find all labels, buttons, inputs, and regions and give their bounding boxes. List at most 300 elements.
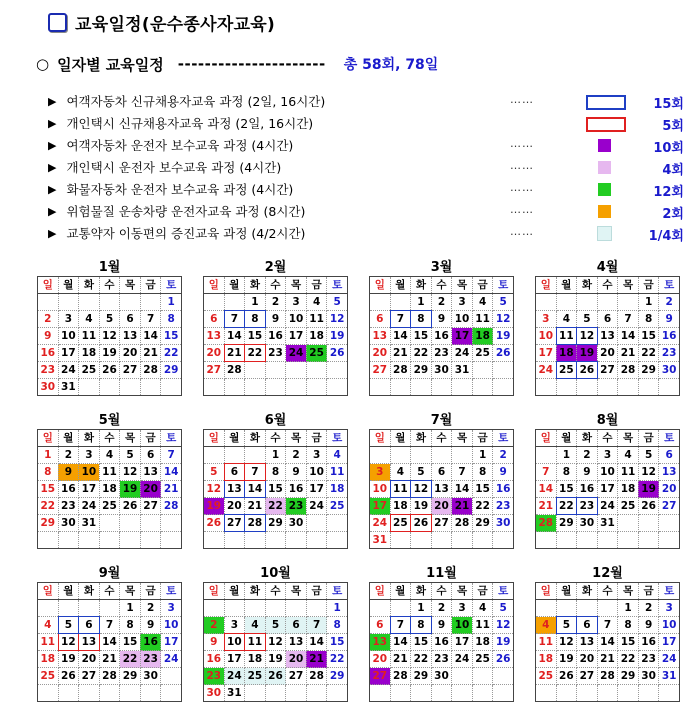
day-cell: 1 <box>411 294 432 311</box>
day-cell: 2 <box>286 447 307 464</box>
day-cell: 12 <box>556 634 577 651</box>
empty-cell <box>452 379 473 396</box>
day-cell: 22 <box>556 498 577 515</box>
day-cell: 17 <box>79 481 100 498</box>
weekday-header: 일 <box>370 430 391 447</box>
weekday-header: 토 <box>493 430 514 447</box>
empty-cell <box>556 532 577 549</box>
day-cell: 13 <box>577 634 598 651</box>
empty-cell <box>306 515 327 532</box>
day-cell: 2 <box>204 617 225 634</box>
empty-cell <box>431 532 452 549</box>
triangle-bullet-icon: ▶ <box>48 160 57 174</box>
day-cell: 12 <box>120 464 141 481</box>
empty-cell <box>38 685 59 702</box>
day-cell: 13 <box>659 464 680 481</box>
day-cell: 13 <box>370 634 391 651</box>
day-cell: 20 <box>597 345 618 362</box>
weekday-header: 금 <box>306 583 327 600</box>
day-cell: 26 <box>493 651 514 668</box>
day-cell: 12 <box>327 311 348 328</box>
empty-cell <box>618 532 639 549</box>
day-cell: 24 <box>224 668 245 685</box>
day-cell: 21 <box>390 651 411 668</box>
day-cell: 29 <box>472 515 493 532</box>
day-cell: 2 <box>140 600 161 617</box>
empty-cell <box>472 685 493 702</box>
empty-cell <box>536 532 557 549</box>
month-title: 3월 <box>430 260 453 275</box>
day-cell: 14 <box>224 328 245 345</box>
month-title: 10월 <box>260 566 291 581</box>
day-cell: 31 <box>58 379 79 396</box>
day-cell: 28 <box>99 668 120 685</box>
empty-cell <box>390 532 411 549</box>
empty-cell <box>597 532 618 549</box>
empty-cell <box>286 685 307 702</box>
triangle-bullet-icon: ▶ <box>48 182 57 196</box>
day-cell: 11 <box>472 617 493 634</box>
day-cell: 21 <box>536 498 557 515</box>
day-cell: 31 <box>224 685 245 702</box>
empty-cell <box>120 532 141 549</box>
day-cell: 19 <box>204 498 225 515</box>
empty-cell <box>99 685 120 702</box>
weekday-header: 화 <box>411 583 432 600</box>
weekday-header: 수 <box>597 430 618 447</box>
weekday-header: 금 <box>140 583 161 600</box>
day-cell: 30 <box>431 668 452 685</box>
month-calendar <box>203 565 348 702</box>
day-cell: 20 <box>120 345 141 362</box>
empty-cell <box>265 600 286 617</box>
day-cell: 5 <box>411 464 432 481</box>
empty-cell <box>204 447 225 464</box>
day-cell: 22 <box>38 498 59 515</box>
month-title: 4월 <box>596 260 619 275</box>
empty-cell <box>306 600 327 617</box>
day-cell: 24 <box>306 498 327 515</box>
day-cell: 25 <box>536 668 557 685</box>
empty-cell <box>577 600 598 617</box>
empty-cell <box>577 379 598 396</box>
day-cell: 9 <box>659 311 680 328</box>
day-cell: 26 <box>327 345 348 362</box>
empty-cell <box>411 532 432 549</box>
course-dots: …… <box>510 181 534 194</box>
day-cell: 10 <box>452 617 473 634</box>
day-cell: 24 <box>659 651 680 668</box>
day-cell: 25 <box>38 668 59 685</box>
day-cell: 12 <box>493 617 514 634</box>
day-cell: 2 <box>265 294 286 311</box>
course-dots: …… <box>510 225 534 238</box>
day-cell: 28 <box>390 362 411 379</box>
weekday-header: 수 <box>265 583 286 600</box>
day-cell: 6 <box>597 311 618 328</box>
empty-cell <box>411 379 432 396</box>
day-cell: 23 <box>265 345 286 362</box>
day-cell: 5 <box>577 311 598 328</box>
empty-cell <box>493 668 514 685</box>
empty-cell <box>370 294 391 311</box>
day-cell: 15 <box>38 481 59 498</box>
empty-cell <box>79 685 100 702</box>
empty-cell <box>370 685 391 702</box>
day-cell: 10 <box>306 464 327 481</box>
day-cell: 12 <box>638 464 659 481</box>
day-cell: 8 <box>120 617 141 634</box>
day-cell: 27 <box>597 362 618 379</box>
weekday-header: 화 <box>577 430 598 447</box>
weekday-header: 일 <box>536 430 557 447</box>
empty-cell <box>245 600 266 617</box>
day-cell: 2 <box>38 311 59 328</box>
empty-cell <box>306 379 327 396</box>
empty-cell <box>493 379 514 396</box>
day-cell: 29 <box>411 362 432 379</box>
day-cell: 5 <box>265 617 286 634</box>
weekday-header: 월 <box>58 430 79 447</box>
day-cell: 31 <box>79 515 100 532</box>
day-cell: 3 <box>58 311 79 328</box>
day-cell: 1 <box>618 600 639 617</box>
day-cell: 14 <box>390 634 411 651</box>
day-cell: 9 <box>204 634 225 651</box>
day-cell: 8 <box>245 311 266 328</box>
day-cell: 18 <box>327 481 348 498</box>
day-cell: 23 <box>140 651 161 668</box>
day-cell: 11 <box>536 634 557 651</box>
day-cell: 8 <box>472 464 493 481</box>
day-cell: 9 <box>431 617 452 634</box>
empty-cell <box>327 379 348 396</box>
weekday-header: 금 <box>472 430 493 447</box>
day-cell: 24 <box>161 651 182 668</box>
empty-cell <box>536 294 557 311</box>
weekday-header: 토 <box>327 277 348 294</box>
empty-cell <box>659 685 680 702</box>
empty-cell <box>38 532 59 549</box>
day-cell: 28 <box>618 362 639 379</box>
day-cell: 5 <box>556 617 577 634</box>
day-cell: 23 <box>577 498 598 515</box>
month-title: 1월 <box>98 260 121 275</box>
day-cell: 28 <box>597 668 618 685</box>
empty-cell <box>204 600 225 617</box>
course-count: 5회 <box>662 119 684 134</box>
empty-cell <box>79 600 100 617</box>
day-cell: 16 <box>577 481 598 498</box>
day-cell: 19 <box>638 481 659 498</box>
empty-cell <box>265 362 286 379</box>
month-calendar <box>37 565 182 702</box>
page-title <box>48 10 275 34</box>
weekday-header: 토 <box>161 277 182 294</box>
day-cell: 9 <box>493 464 514 481</box>
day-cell: 7 <box>618 311 639 328</box>
course-count: 15회 <box>653 97 684 112</box>
weekday-header: 수 <box>265 430 286 447</box>
day-cell: 14 <box>306 634 327 651</box>
empty-cell <box>659 379 680 396</box>
weekday-header: 일 <box>536 277 557 294</box>
day-cell: 14 <box>452 481 473 498</box>
weekday-header: 화 <box>245 277 266 294</box>
day-cell: 1 <box>161 294 182 311</box>
course-name: 화물자동차 운전자 보수교육 과정 (4시간) <box>66 182 294 197</box>
subtitle-label: 일자별 교육일정 <box>57 55 164 74</box>
empty-cell <box>390 447 411 464</box>
empty-cell <box>245 532 266 549</box>
day-cell: 31 <box>370 532 391 549</box>
day-cell: 16 <box>58 481 79 498</box>
day-cell: 26 <box>577 362 598 379</box>
day-cell: 19 <box>493 634 514 651</box>
course-color-swatch <box>598 205 611 218</box>
weekday-header: 수 <box>99 583 120 600</box>
day-cell: 4 <box>472 294 493 311</box>
day-cell: 19 <box>493 328 514 345</box>
day-cell: 10 <box>286 311 307 328</box>
course-dots: …… <box>510 203 534 216</box>
day-cell: 27 <box>577 668 598 685</box>
empty-cell <box>597 685 618 702</box>
day-cell: 26 <box>58 668 79 685</box>
day-cell: 8 <box>618 617 639 634</box>
day-cell: 25 <box>472 651 493 668</box>
day-cell: 18 <box>390 498 411 515</box>
empty-cell <box>638 515 659 532</box>
day-cell: 8 <box>411 617 432 634</box>
day-cell: 3 <box>79 447 100 464</box>
day-cell: 9 <box>38 328 59 345</box>
empty-cell <box>577 532 598 549</box>
day-cell: 18 <box>618 481 639 498</box>
day-cell: 29 <box>638 362 659 379</box>
day-cell: 9 <box>140 617 161 634</box>
day-cell: 6 <box>204 311 225 328</box>
empty-cell <box>597 294 618 311</box>
day-cell: 2 <box>577 447 598 464</box>
day-cell: 11 <box>79 328 100 345</box>
empty-cell <box>265 379 286 396</box>
day-cell: 11 <box>327 464 348 481</box>
weekday-header: 화 <box>577 583 598 600</box>
weekday-header: 월 <box>224 430 245 447</box>
weekday-header: 토 <box>659 277 680 294</box>
empty-cell <box>286 379 307 396</box>
course-name: 교통약자 이동편의 증진교육 과정 (4/2시간) <box>66 226 306 241</box>
weekday-header: 목 <box>286 583 307 600</box>
day-cell: 3 <box>452 294 473 311</box>
day-cell: 27 <box>431 515 452 532</box>
day-cell: 25 <box>306 345 327 362</box>
day-cell: 25 <box>556 362 577 379</box>
day-cell: 24 <box>79 498 100 515</box>
day-cell: 4 <box>556 311 577 328</box>
day-cell: 20 <box>286 651 307 668</box>
weekday-header: 일 <box>38 277 59 294</box>
empty-cell <box>536 600 557 617</box>
day-cell: 3 <box>370 464 391 481</box>
day-cell: 17 <box>306 481 327 498</box>
day-cell: 8 <box>38 464 59 481</box>
weekday-header: 월 <box>556 277 577 294</box>
day-cell: 11 <box>38 634 59 651</box>
day-cell: 27 <box>370 668 391 685</box>
month-title: 7월 <box>430 413 453 428</box>
day-cell: 4 <box>99 447 120 464</box>
day-cell: 29 <box>38 515 59 532</box>
weekday-header: 일 <box>204 277 225 294</box>
empty-cell <box>536 685 557 702</box>
day-cell: 6 <box>286 617 307 634</box>
empty-cell <box>390 685 411 702</box>
empty-cell <box>556 294 577 311</box>
empty-cell <box>390 379 411 396</box>
day-cell: 3 <box>306 447 327 464</box>
weekday-header: 화 <box>79 583 100 600</box>
weekday-header: 화 <box>245 430 266 447</box>
weekday-header: 목 <box>452 583 473 600</box>
weekday-header: 금 <box>472 277 493 294</box>
day-cell: 5 <box>493 294 514 311</box>
empty-cell <box>161 532 182 549</box>
day-cell: 7 <box>597 617 618 634</box>
day-cell: 15 <box>327 634 348 651</box>
empty-cell <box>224 294 245 311</box>
weekday-header: 토 <box>161 583 182 600</box>
day-cell: 6 <box>79 617 100 634</box>
day-cell: 11 <box>245 634 266 651</box>
day-cell: 10 <box>224 634 245 651</box>
course-dots: …… <box>510 93 534 106</box>
empty-cell <box>431 447 452 464</box>
day-cell: 21 <box>618 345 639 362</box>
course-name: 위험물질 운송차량 운전자교육 과정 (8시간) <box>66 204 306 219</box>
day-cell: 30 <box>286 515 307 532</box>
day-cell: 17 <box>452 328 473 345</box>
empty-cell <box>472 379 493 396</box>
empty-cell <box>493 362 514 379</box>
day-cell: 21 <box>452 498 473 515</box>
empty-cell <box>577 685 598 702</box>
empty-cell <box>452 532 473 549</box>
day-cell: 28 <box>161 498 182 515</box>
empty-cell <box>370 447 391 464</box>
day-cell: 5 <box>58 617 79 634</box>
day-cell: 21 <box>140 345 161 362</box>
day-cell: 4 <box>390 464 411 481</box>
day-cell: 5 <box>638 447 659 464</box>
empty-cell <box>618 685 639 702</box>
day-cell: 15 <box>411 634 432 651</box>
day-cell: 18 <box>306 328 327 345</box>
day-cell: 9 <box>58 464 79 481</box>
day-cell: 18 <box>472 634 493 651</box>
day-cell: 4 <box>472 600 493 617</box>
empty-cell <box>245 685 266 702</box>
day-cell: 23 <box>431 651 452 668</box>
empty-cell <box>556 685 577 702</box>
empty-cell <box>411 447 432 464</box>
day-cell: 24 <box>452 345 473 362</box>
weekday-header: 월 <box>390 583 411 600</box>
empty-cell <box>161 379 182 396</box>
day-cell: 4 <box>306 294 327 311</box>
day-cell: 22 <box>618 651 639 668</box>
day-cell: 30 <box>204 685 225 702</box>
month-title: 11월 <box>426 566 457 581</box>
day-cell: 27 <box>224 515 245 532</box>
weekday-header: 수 <box>431 277 452 294</box>
day-cell: 15 <box>265 481 286 498</box>
empty-cell <box>618 515 639 532</box>
day-cell: 8 <box>638 311 659 328</box>
empty-cell <box>79 294 100 311</box>
day-cell: 30 <box>638 668 659 685</box>
day-cell: 13 <box>597 328 618 345</box>
month-title: 2월 <box>264 260 287 275</box>
empty-cell <box>472 362 493 379</box>
day-cell: 2 <box>431 600 452 617</box>
weekday-header: 화 <box>79 430 100 447</box>
day-cell: 1 <box>327 600 348 617</box>
day-cell: 1 <box>38 447 59 464</box>
day-cell: 22 <box>245 345 266 362</box>
course-count: 4회 <box>662 163 684 178</box>
day-cell: 18 <box>536 651 557 668</box>
empty-cell <box>452 447 473 464</box>
course-color-swatch <box>598 139 611 152</box>
weekday-header: 목 <box>120 277 141 294</box>
day-cell: 28 <box>536 515 557 532</box>
day-cell: 20 <box>140 481 161 498</box>
day-cell: 16 <box>38 345 59 362</box>
empty-cell <box>265 685 286 702</box>
weekday-header: 금 <box>306 277 327 294</box>
course-dots: …… <box>510 159 534 172</box>
day-cell: 14 <box>245 481 266 498</box>
day-cell: 24 <box>58 362 79 379</box>
empty-cell <box>58 532 79 549</box>
day-cell: 21 <box>224 345 245 362</box>
day-cell: 12 <box>577 328 598 345</box>
day-cell: 27 <box>286 668 307 685</box>
day-cell: 15 <box>472 481 493 498</box>
empty-cell <box>120 515 141 532</box>
weekday-header: 일 <box>370 277 391 294</box>
day-cell: 26 <box>556 668 577 685</box>
day-cell: 7 <box>390 311 411 328</box>
empty-cell <box>493 532 514 549</box>
weekday-header: 화 <box>79 277 100 294</box>
course-item <box>48 178 688 200</box>
empty-cell <box>659 515 680 532</box>
day-cell: 21 <box>597 651 618 668</box>
triangle-bullet-icon: ▶ <box>48 116 57 130</box>
empty-cell <box>286 532 307 549</box>
day-cell: 14 <box>536 481 557 498</box>
day-cell: 7 <box>99 617 120 634</box>
day-cell: 17 <box>161 634 182 651</box>
empty-cell <box>58 600 79 617</box>
empty-cell <box>161 685 182 702</box>
weekday-header: 금 <box>638 277 659 294</box>
course-color-swatch <box>598 161 611 174</box>
day-cell: 30 <box>493 515 514 532</box>
